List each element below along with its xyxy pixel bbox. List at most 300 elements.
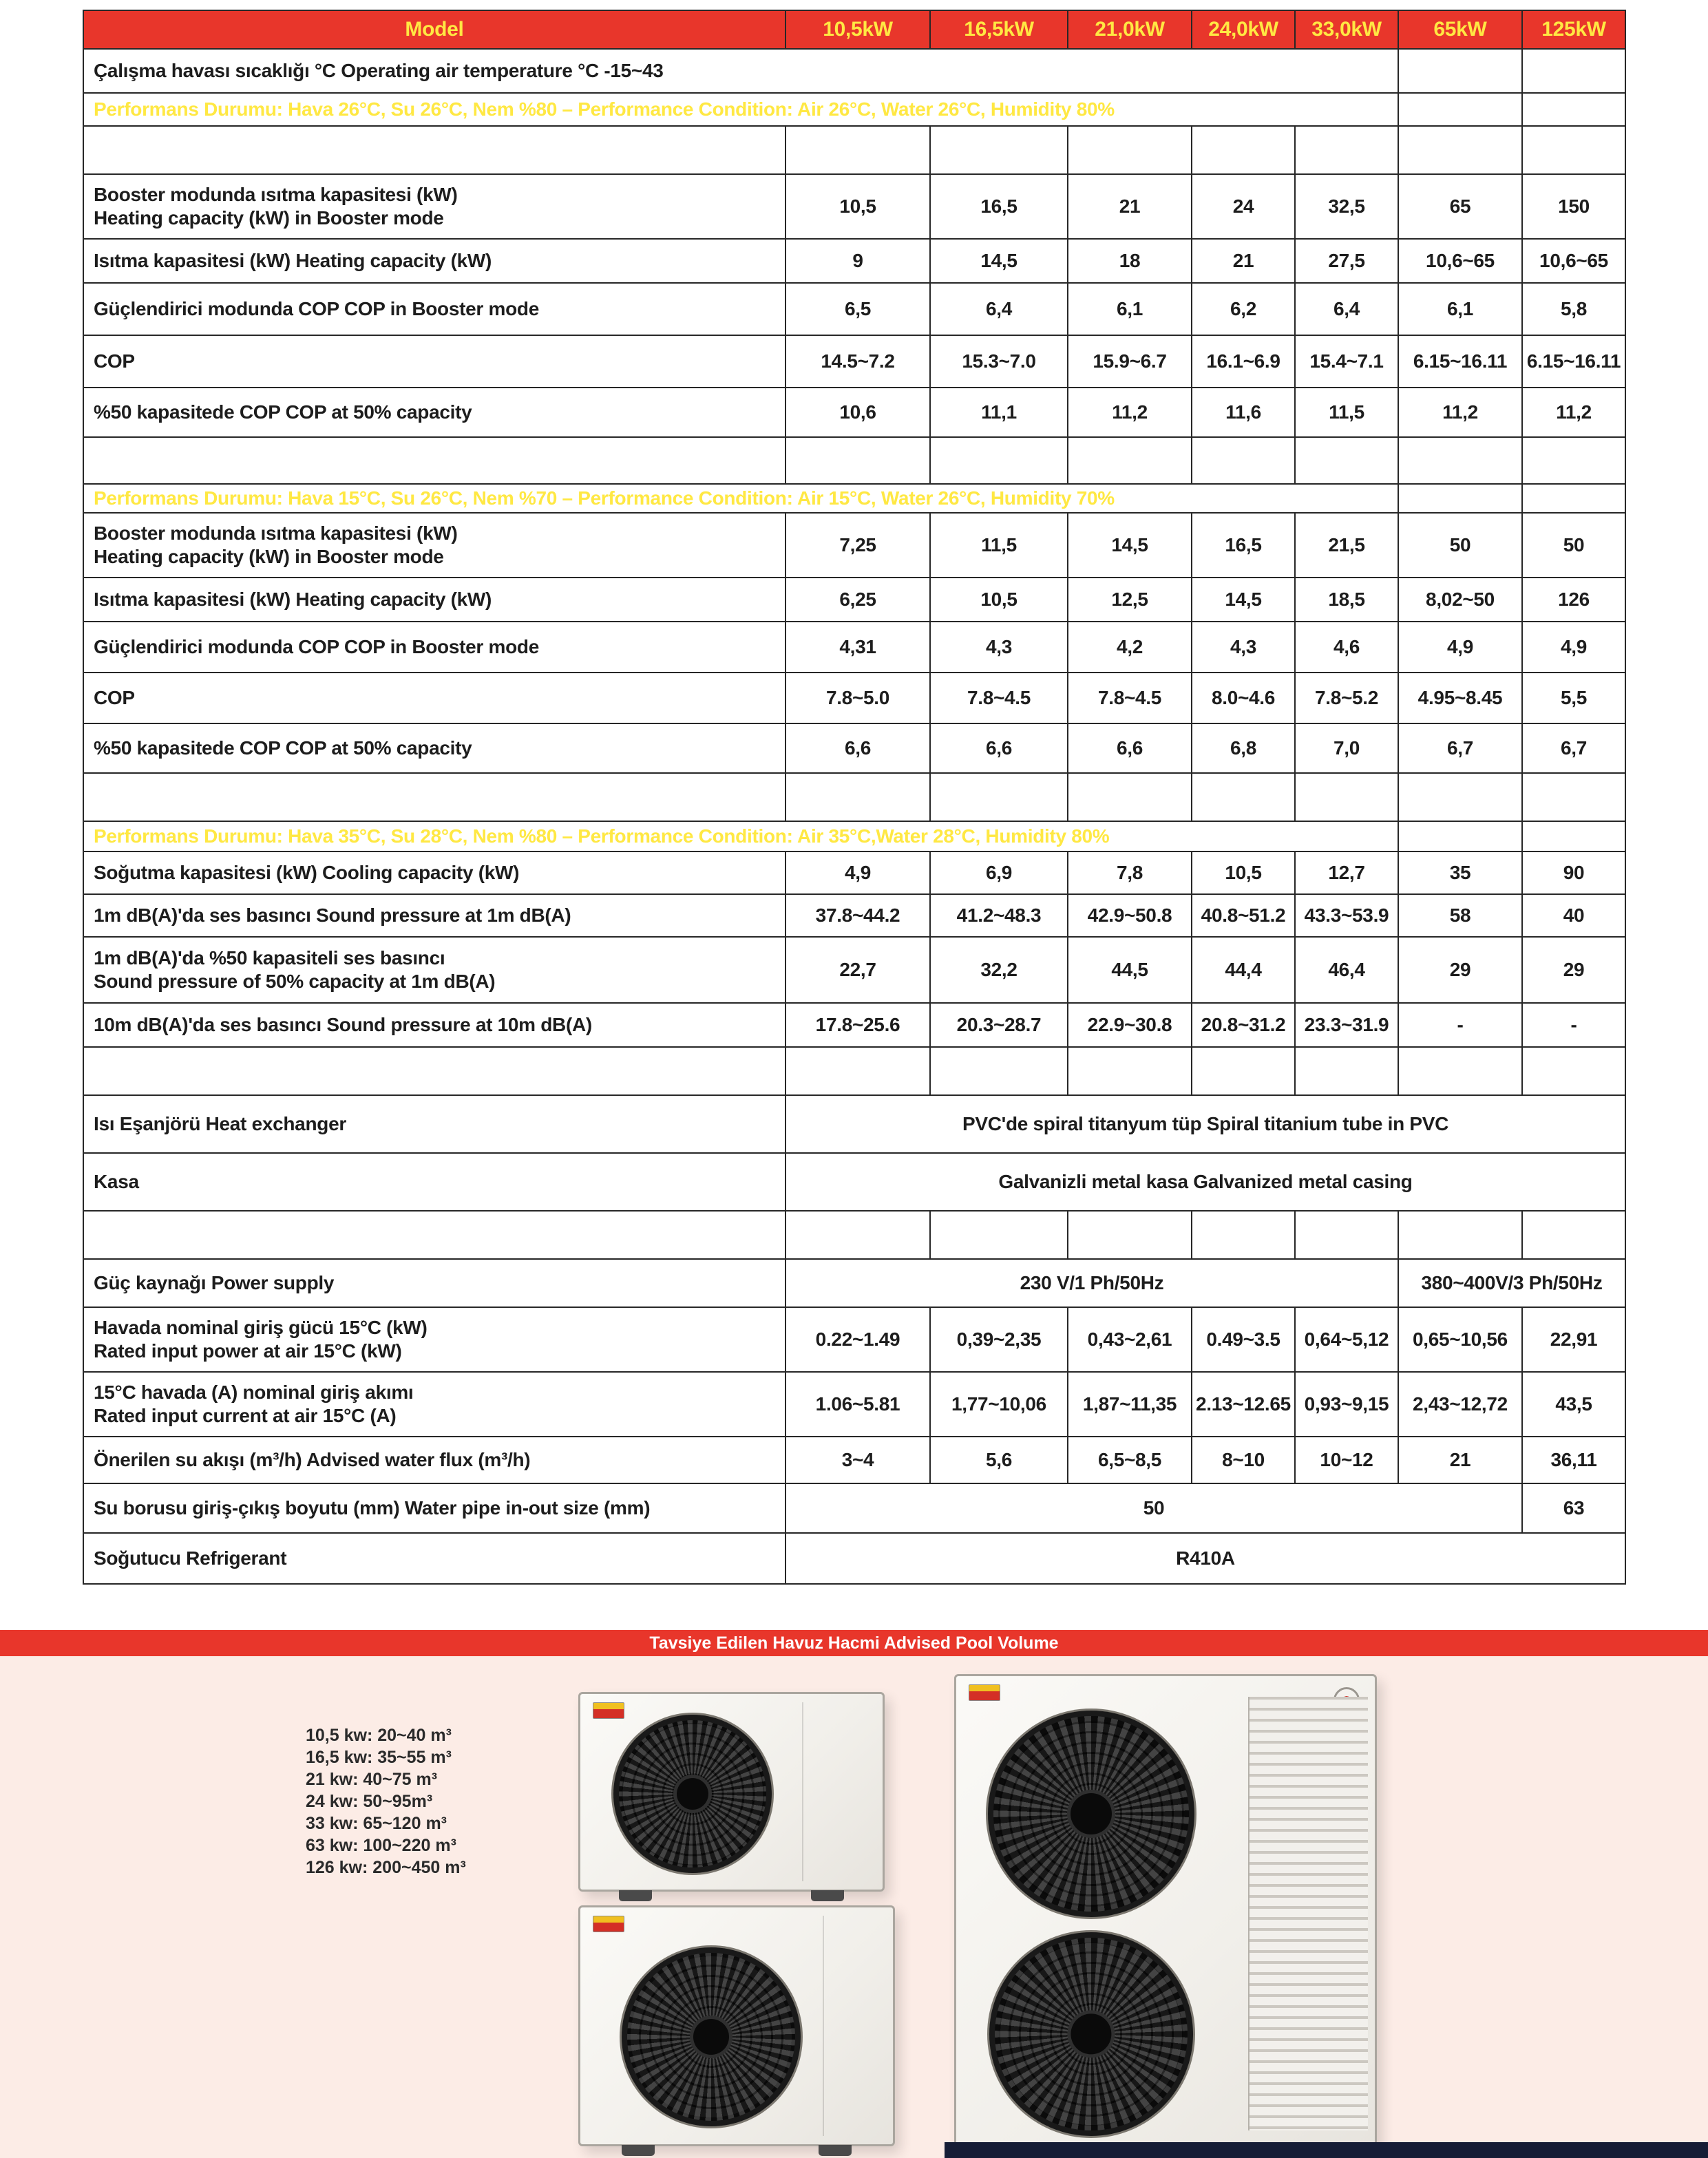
label-line: %50 kapasitede COP COP at 50% capacity bbox=[94, 737, 472, 759]
value-cell: 20.8~31.2 bbox=[1192, 1003, 1295, 1047]
value-cell: 6,7 bbox=[1398, 723, 1522, 773]
label-line: Soğutucu Refrigerant bbox=[94, 1547, 287, 1569]
value-cell: 29 bbox=[1398, 937, 1522, 1003]
value-cell: 40 bbox=[1522, 894, 1625, 937]
row-sound-pressure-10m bbox=[83, 1003, 1625, 1047]
row-cop-26 bbox=[83, 335, 1625, 388]
value-cell: 17.8~25.6 bbox=[786, 1003, 930, 1047]
value-cell: 0,93~9,15 bbox=[1295, 1372, 1398, 1437]
value-cell: 35 bbox=[1398, 851, 1522, 894]
empty-cell bbox=[1398, 821, 1522, 851]
value-cell: 7.8~4.5 bbox=[930, 673, 1068, 723]
empty-cell bbox=[930, 1211, 1068, 1259]
header-model-cell: Model bbox=[83, 10, 786, 49]
performance-banner-air15: Performans Durumu: Hava 15°C, Su 26°C, Nem %70 – Performance Condition: Air 15°C, Water 26°C, Humidity 70% bbox=[83, 484, 1398, 513]
empty-cell bbox=[786, 1211, 930, 1259]
empty-cell bbox=[1522, 93, 1625, 126]
value-cell: 7,0 bbox=[1295, 723, 1398, 773]
empty-cell bbox=[1192, 773, 1295, 821]
value-cell: 3~4 bbox=[786, 1437, 930, 1483]
row-pipe-size bbox=[83, 1483, 1625, 1533]
value-cell: 40.8~51.2 bbox=[1192, 894, 1295, 937]
value-cell: 11,5 bbox=[930, 513, 1068, 578]
label-line: 126 kw: 200~450 m³ bbox=[306, 1858, 466, 1877]
value-cell: 126 bbox=[1522, 578, 1625, 622]
row-booster-heating-capacity-15 bbox=[83, 513, 1625, 578]
empty-cell bbox=[930, 437, 1068, 484]
label-line: 63 kw: 100~220 m³ bbox=[306, 1836, 456, 1855]
label-line: Rated input power at air 15°C (kW) bbox=[94, 1340, 402, 1362]
unit-foot bbox=[819, 2145, 852, 2156]
row-rated-input-current bbox=[83, 1372, 1625, 1437]
value-cell: 4,9 bbox=[786, 851, 930, 894]
row-label bbox=[83, 1259, 786, 1307]
brand-logo-icon bbox=[969, 1684, 1000, 1701]
value-cell: 6,6 bbox=[1068, 723, 1192, 773]
value-cell: 11,2 bbox=[1522, 388, 1625, 437]
value-cell: 4,3 bbox=[930, 622, 1068, 673]
value-cell: 1,87~11,35 bbox=[1068, 1372, 1192, 1437]
empty-cell bbox=[1398, 1211, 1522, 1259]
value-cell: 5,6 bbox=[930, 1437, 1068, 1483]
row-label bbox=[83, 335, 786, 388]
value-cell: 0,64~5,12 bbox=[1295, 1307, 1398, 1372]
value-cell: 6.15~16.11 bbox=[1398, 335, 1522, 388]
performance-banner-air26: Performans Durumu: Hava 26°C, Su 26°C, Nem %80 – Performance Condition: Air 26°C, Water 26°C, Humidity 80% bbox=[83, 93, 1398, 126]
pool-volume-banner bbox=[0, 1630, 1708, 1656]
row-label bbox=[83, 513, 786, 578]
value-cell: 10,5 bbox=[1192, 851, 1295, 894]
value-cell: 6,1 bbox=[1068, 283, 1192, 335]
empty-cell bbox=[83, 1047, 786, 1095]
fan-icon bbox=[622, 1947, 801, 2126]
empty-cell bbox=[1522, 1047, 1625, 1095]
value-cell: 22,91 bbox=[1522, 1307, 1625, 1372]
fan-icon bbox=[613, 1715, 772, 1873]
row-advised-water-flux bbox=[83, 1437, 1625, 1483]
panel-seam bbox=[823, 1916, 824, 2136]
label-line: Sound pressure of 50% capacity at 1m dB(A) bbox=[94, 971, 496, 992]
empty-cell bbox=[1068, 126, 1192, 174]
empty-cell bbox=[930, 773, 1068, 821]
row-label bbox=[83, 1003, 786, 1047]
label-line: Isıtma kapasitesi (kW) Heating capacity (kW) bbox=[94, 249, 492, 271]
value-cell: 6,25 bbox=[786, 578, 930, 622]
row-cop50-26 bbox=[83, 388, 1625, 437]
value-cell: 4,9 bbox=[1398, 622, 1522, 673]
empty-cell bbox=[1192, 437, 1295, 484]
row-label bbox=[83, 174, 786, 239]
spacer-row bbox=[83, 1211, 1625, 1259]
value-cell: 16.1~6.9 bbox=[1192, 335, 1295, 388]
label-line: 10,5 kw: 20~40 m³ bbox=[306, 1726, 452, 1745]
value-cell: 0.49~3.5 bbox=[1192, 1307, 1295, 1372]
row-cop-15 bbox=[83, 673, 1625, 723]
empty-cell bbox=[1398, 1047, 1522, 1095]
empty-cell bbox=[1068, 437, 1192, 484]
empty-cell bbox=[1398, 49, 1522, 93]
row-label bbox=[83, 894, 786, 937]
value-cell: 14,5 bbox=[1068, 513, 1192, 578]
empty-cell bbox=[1398, 93, 1522, 126]
value-cell: 10,5kW bbox=[786, 10, 930, 49]
value-cell: 10,6~65 bbox=[1398, 239, 1522, 283]
value-cell: 6,6 bbox=[930, 723, 1068, 773]
label-line: Güç kaynağı Power supply bbox=[94, 1271, 335, 1293]
fan-icon bbox=[988, 1711, 1194, 1917]
unit-foot bbox=[619, 1890, 652, 1901]
banner-row-air26 bbox=[83, 93, 1625, 126]
value-cell: 1.06~5.81 bbox=[786, 1372, 930, 1437]
label-line: Çalışma havası sıcaklığı °C Operating air temperature °C -15~43 bbox=[94, 59, 664, 81]
value-cell: 2.13~12.65 bbox=[1192, 1372, 1295, 1437]
value-cell: 4,2 bbox=[1068, 622, 1192, 673]
label-line: Soğutma kapasitesi (kW) Cooling capacity (kW) bbox=[94, 861, 520, 883]
label-line: 24 kw: 50~95m³ bbox=[306, 1792, 433, 1811]
value-cell: 8~10 bbox=[1192, 1437, 1295, 1483]
row-label bbox=[83, 622, 786, 673]
value-cell: 6.15~16.11 bbox=[1522, 335, 1625, 388]
value-cell: 6,4 bbox=[1295, 283, 1398, 335]
empty-cell bbox=[930, 1047, 1068, 1095]
value-cell: 12,5 bbox=[1068, 578, 1192, 622]
value-cell: 6,8 bbox=[1192, 723, 1295, 773]
table-header-row bbox=[83, 10, 1625, 49]
row-label bbox=[83, 851, 786, 894]
value-cell: 0,65~10,56 bbox=[1398, 1307, 1522, 1372]
label-line: %50 kapasitede COP COP at 50% capacity bbox=[94, 401, 472, 423]
value-cell: 37.8~44.2 bbox=[786, 894, 930, 937]
row-label bbox=[83, 388, 786, 437]
power-supply-1ph: 230 V/1 Ph/50Hz bbox=[786, 1259, 1398, 1307]
fan-icon bbox=[989, 1932, 1193, 2136]
value-cell: 7,25 bbox=[786, 513, 930, 578]
row-booster-cop-26 bbox=[83, 283, 1625, 335]
row-label bbox=[83, 723, 786, 773]
value-cell: 44,5 bbox=[1068, 937, 1192, 1003]
row-label bbox=[83, 1095, 786, 1153]
label-line: Havada nominal giriş gücü 15°C (kW) bbox=[94, 1316, 428, 1338]
value-cell: 15.4~7.1 bbox=[1295, 335, 1398, 388]
row-power-supply bbox=[83, 1259, 1625, 1307]
value-cell: 58 bbox=[1398, 894, 1522, 937]
banner-row-air15 bbox=[83, 484, 1625, 513]
fan-hub-icon bbox=[1071, 1793, 1112, 1834]
empty-cell bbox=[1068, 1211, 1192, 1259]
label-line: Rated input current at air 15°C (A) bbox=[94, 1405, 397, 1426]
row-sound-pressure-1m bbox=[83, 894, 1625, 937]
value-cell: 6,4 bbox=[930, 283, 1068, 335]
empty-cell bbox=[1398, 437, 1522, 484]
value-cell: 33,0kW bbox=[1295, 10, 1398, 49]
pipe-size-last: 63 bbox=[1522, 1483, 1625, 1533]
operating-temp-label bbox=[83, 49, 1398, 93]
empty-cell bbox=[1192, 1211, 1295, 1259]
heat-pump-photo-small-bottom bbox=[578, 1905, 895, 2146]
row-operating-temp bbox=[83, 49, 1625, 93]
value-cell: 50 bbox=[1522, 513, 1625, 578]
value-cell: 32,5 bbox=[1295, 174, 1398, 239]
value-cell: 22,7 bbox=[786, 937, 930, 1003]
label-line: COP bbox=[94, 686, 135, 708]
value-cell: 150 bbox=[1522, 174, 1625, 239]
empty-cell bbox=[786, 437, 930, 484]
banner-row-air35 bbox=[83, 821, 1625, 851]
value-cell: 14,5 bbox=[1192, 578, 1295, 622]
value-cell: 27,5 bbox=[1295, 239, 1398, 283]
value-cell: 11,5 bbox=[1295, 388, 1398, 437]
value-cell: 65kW bbox=[1398, 10, 1522, 49]
value-cell: 7.8~4.5 bbox=[1068, 673, 1192, 723]
value-cell: 15.9~6.7 bbox=[1068, 335, 1192, 388]
empty-cell bbox=[1398, 484, 1522, 513]
fan-hub-icon bbox=[677, 1778, 708, 1810]
value-cell: 4,6 bbox=[1295, 622, 1398, 673]
row-label bbox=[83, 239, 786, 283]
row-label bbox=[83, 1533, 786, 1584]
label-line: Önerilen su akışı (m³/h) Advised water flux (m³/h) bbox=[94, 1448, 531, 1470]
row-label bbox=[83, 283, 786, 335]
row-booster-cop-15 bbox=[83, 622, 1625, 673]
row-heating-capacity-26 bbox=[83, 239, 1625, 283]
value-cell: 7.8~5.2 bbox=[1295, 673, 1398, 723]
side-louvers bbox=[1248, 1697, 1368, 2130]
value-cell: 42.9~50.8 bbox=[1068, 894, 1192, 937]
empty-cell bbox=[83, 437, 786, 484]
pool-banner-text: Tavsiye Edilen Havuz Hacmi Advised Pool Volume bbox=[649, 1633, 1059, 1653]
value-cell: 0,43~2,61 bbox=[1068, 1307, 1192, 1372]
label-line: 21 kw: 40~75 m³ bbox=[306, 1770, 438, 1789]
label-line: COP bbox=[94, 350, 135, 372]
heat-pump-photo-small-top bbox=[578, 1692, 885, 1892]
value-cell: 12,7 bbox=[1295, 851, 1398, 894]
value-cell: - bbox=[1398, 1003, 1522, 1047]
value-cell: 10,5 bbox=[930, 578, 1068, 622]
empty-cell bbox=[1522, 49, 1625, 93]
label-line: Booster modunda ısıtma kapasitesi (kW) bbox=[94, 183, 458, 205]
brand-logo-icon bbox=[593, 1916, 624, 1932]
value-cell: 11,6 bbox=[1192, 388, 1295, 437]
value-cell: 4.95~8.45 bbox=[1398, 673, 1522, 723]
value-cell: 29 bbox=[1522, 937, 1625, 1003]
value-cell: 125kW bbox=[1522, 10, 1625, 49]
row-label bbox=[83, 578, 786, 622]
empty-cell bbox=[1068, 773, 1192, 821]
row-label bbox=[83, 1483, 786, 1533]
footer-bar bbox=[945, 2142, 1708, 2158]
value-cell: 5,8 bbox=[1522, 283, 1625, 335]
empty-cell bbox=[786, 126, 930, 174]
value-cell: 4,3 bbox=[1192, 622, 1295, 673]
fan-hub-icon bbox=[693, 2019, 729, 2055]
value-cell: 6,5~8,5 bbox=[1068, 1437, 1192, 1483]
row-label bbox=[83, 1153, 786, 1211]
empty-cell bbox=[1522, 126, 1625, 174]
spacer-row bbox=[83, 126, 1625, 174]
value-cell: 7,8 bbox=[1068, 851, 1192, 894]
value-cell: 0.22~1.49 bbox=[786, 1307, 930, 1372]
empty-cell bbox=[1522, 773, 1625, 821]
value-cell: 22.9~30.8 bbox=[1068, 1003, 1192, 1047]
row-label bbox=[83, 1437, 786, 1483]
label-line: Güçlendirici modunda COP COP in Booster mode bbox=[94, 297, 539, 319]
label-line: 1m dB(A)'da %50 kapasiteli ses basıncı bbox=[94, 946, 445, 969]
label-line: Güçlendirici modunda COP COP in Booster mode bbox=[94, 635, 539, 657]
empty-cell bbox=[83, 126, 786, 174]
value-cell: 6,6 bbox=[786, 723, 930, 773]
value-cell: 18,5 bbox=[1295, 578, 1398, 622]
value-cell: 41.2~48.3 bbox=[930, 894, 1068, 937]
empty-cell bbox=[1522, 1211, 1625, 1259]
pipe-size-main: 50 bbox=[786, 1483, 1522, 1533]
label-line: Heating capacity (kW) in Booster mode bbox=[94, 546, 444, 567]
unit-foot bbox=[622, 2145, 655, 2156]
label-line: Isıtma kapasitesi (kW) Heating capacity (kW) bbox=[94, 588, 492, 610]
fan-hub-icon bbox=[1071, 2013, 1111, 2054]
empty-cell bbox=[1295, 126, 1398, 174]
row-heating-capacity-15 bbox=[83, 578, 1625, 622]
value-cell: 11,2 bbox=[1068, 388, 1192, 437]
spacer-row bbox=[83, 773, 1625, 821]
empty-cell bbox=[83, 1211, 786, 1259]
value-cell: 6,7 bbox=[1522, 723, 1625, 773]
empty-cell bbox=[1192, 1047, 1295, 1095]
value-cell: 14.5~7.2 bbox=[786, 335, 930, 388]
empty-cell bbox=[930, 126, 1068, 174]
value-cell: 10,6 bbox=[786, 388, 930, 437]
value-cell: 43.3~53.9 bbox=[1295, 894, 1398, 937]
row-label bbox=[83, 1307, 786, 1372]
empty-cell bbox=[1398, 773, 1522, 821]
value-cell: 10~12 bbox=[1295, 1437, 1398, 1483]
label-line: 33 kw: 65~120 m³ bbox=[306, 1814, 447, 1833]
value-cell: 44,4 bbox=[1192, 937, 1295, 1003]
empty-cell bbox=[1068, 1047, 1192, 1095]
empty-cell bbox=[786, 773, 930, 821]
spec-table bbox=[83, 10, 1626, 1585]
value-cell: 21 bbox=[1192, 239, 1295, 283]
value-cell: 4,31 bbox=[786, 622, 930, 673]
row-cooling-capacity bbox=[83, 851, 1625, 894]
empty-cell bbox=[1192, 126, 1295, 174]
label-line: 1m dB(A)'da ses basıncı Sound pressure at 1m dB(A) bbox=[94, 904, 571, 926]
row-heat-exchanger bbox=[83, 1095, 1625, 1153]
empty-cell bbox=[1522, 437, 1625, 484]
value-cell: 65 bbox=[1398, 174, 1522, 239]
value-cell: 0,39~2,35 bbox=[930, 1307, 1068, 1372]
refrigerant-value: R410A bbox=[786, 1533, 1625, 1584]
value-cell: - bbox=[1522, 1003, 1625, 1047]
row-cop50-15 bbox=[83, 723, 1625, 773]
value-cell: 18 bbox=[1068, 239, 1192, 283]
value-cell: 36,11 bbox=[1522, 1437, 1625, 1483]
value-cell: 10,5 bbox=[786, 174, 930, 239]
panel-seam bbox=[802, 1702, 803, 1881]
spacer-row bbox=[83, 437, 1625, 484]
label-line: Isı Eşanjörü Heat exchanger bbox=[94, 1112, 346, 1134]
label-line: 10m dB(A)'da ses basıncı Sound pressure at 10m dB(A) bbox=[94, 1013, 592, 1035]
empty-cell bbox=[1522, 484, 1625, 513]
brand-logo-icon bbox=[593, 1702, 624, 1719]
value-cell: 21 bbox=[1398, 1437, 1522, 1483]
value-cell: 21 bbox=[1068, 174, 1192, 239]
value-cell: 16,5 bbox=[930, 174, 1068, 239]
row-casing bbox=[83, 1153, 1625, 1211]
empty-cell bbox=[83, 773, 786, 821]
row-booster-heating-capacity-26 bbox=[83, 174, 1625, 239]
value-cell: 20.3~28.7 bbox=[930, 1003, 1068, 1047]
empty-cell bbox=[1295, 437, 1398, 484]
power-supply-3ph: 380~400V/3 Ph/50Hz bbox=[1398, 1259, 1625, 1307]
value-cell: 14,5 bbox=[930, 239, 1068, 283]
label-line: Kasa bbox=[94, 1170, 139, 1192]
value-cell: 15.3~7.0 bbox=[930, 335, 1068, 388]
value-cell: 21,0kW bbox=[1068, 10, 1192, 49]
label-line: Heating capacity (kW) in Booster mode bbox=[94, 207, 444, 229]
row-sound-pressure-1m-50 bbox=[83, 937, 1625, 1003]
value-cell: 90 bbox=[1522, 851, 1625, 894]
unit-foot bbox=[811, 1890, 844, 1901]
heat-pump-photo-large bbox=[954, 1674, 1377, 2148]
empty-cell bbox=[1295, 1211, 1398, 1259]
value-cell: 9 bbox=[786, 239, 930, 283]
empty-cell bbox=[1295, 773, 1398, 821]
label-line: 15°C havada (A) nominal giriş akımı bbox=[94, 1381, 414, 1403]
value-cell: 46,4 bbox=[1295, 937, 1398, 1003]
value-cell: 50 bbox=[1398, 513, 1522, 578]
empty-cell bbox=[1398, 126, 1522, 174]
value-cell: 11,2 bbox=[1398, 388, 1522, 437]
label-line: Booster modunda ısıtma kapasitesi (kW) bbox=[94, 522, 458, 544]
value-cell: 16,5 bbox=[1192, 513, 1295, 578]
row-rated-input-power bbox=[83, 1307, 1625, 1372]
value-cell: 6,5 bbox=[786, 283, 930, 335]
label-line: 16,5 kw: 35~55 m³ bbox=[306, 1748, 452, 1767]
empty-cell bbox=[786, 1047, 930, 1095]
value-cell: 8,02~50 bbox=[1398, 578, 1522, 622]
value-cell: 23.3~31.9 bbox=[1295, 1003, 1398, 1047]
value-cell: 6,1 bbox=[1398, 283, 1522, 335]
value-cell: 16,5kW bbox=[930, 10, 1068, 49]
casing-value: Galvanizli metal kasa Galvanized metal casing bbox=[786, 1153, 1625, 1211]
performance-banner-air35: Performans Durumu: Hava 35°C, Su 28°C, Nem %80 – Performance Condition: Air 35°C,Water 28°C, Humidity 80% bbox=[83, 821, 1398, 851]
value-cell: 1,77~10,06 bbox=[930, 1372, 1068, 1437]
value-cell: 10,6~65 bbox=[1522, 239, 1625, 283]
empty-cell bbox=[1295, 1047, 1398, 1095]
pool-volume-list bbox=[306, 1724, 540, 1879]
pool-volume-section bbox=[0, 1656, 1708, 2158]
row-label bbox=[83, 1372, 786, 1437]
heat-exchanger-value: PVC'de spiral titanyum tüp Spiral titanium tube in PVC bbox=[786, 1095, 1625, 1153]
spacer-row bbox=[83, 1047, 1625, 1095]
value-cell: 4,9 bbox=[1522, 622, 1625, 673]
value-cell: 6,9 bbox=[930, 851, 1068, 894]
empty-cell bbox=[1522, 821, 1625, 851]
value-cell: 32,2 bbox=[930, 937, 1068, 1003]
value-cell: 24,0kW bbox=[1192, 10, 1295, 49]
value-cell: 43,5 bbox=[1522, 1372, 1625, 1437]
label-line: Su borusu giriş-çıkış boyutu (mm) Water pipe in-out size (mm) bbox=[94, 1496, 651, 1519]
value-cell: 7.8~5.0 bbox=[786, 673, 930, 723]
row-label bbox=[83, 937, 786, 1003]
value-cell: 6,2 bbox=[1192, 283, 1295, 335]
row-refrigerant bbox=[83, 1533, 1625, 1584]
value-cell: 21,5 bbox=[1295, 513, 1398, 578]
value-cell: 2,43~12,72 bbox=[1398, 1372, 1522, 1437]
value-cell: 5,5 bbox=[1522, 673, 1625, 723]
row-label bbox=[83, 673, 786, 723]
value-cell: 24 bbox=[1192, 174, 1295, 239]
